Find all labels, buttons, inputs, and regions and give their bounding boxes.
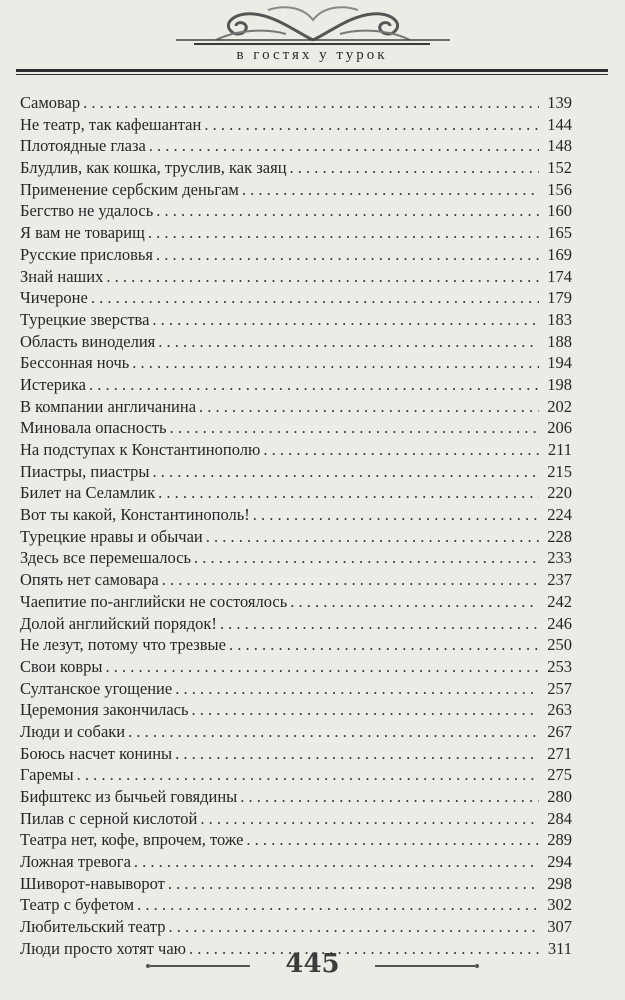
header-rule-thick bbox=[16, 69, 608, 72]
toc-entry-page: 156 bbox=[547, 179, 572, 199]
toc-entry-page: 257 bbox=[547, 678, 572, 698]
toc-entry-page: 228 bbox=[547, 526, 572, 546]
toc-leader-dots bbox=[220, 613, 539, 635]
toc-entry bbox=[20, 331, 572, 353]
toc-entry-page: 311 bbox=[547, 938, 572, 958]
toc-entry bbox=[20, 396, 572, 418]
toc-entry-page: 280 bbox=[547, 787, 572, 806]
toc-entry bbox=[20, 135, 572, 157]
toc-leader-dots bbox=[134, 851, 539, 873]
toc-entry-page: 253 bbox=[547, 656, 572, 676]
toc-entry-page: 224 bbox=[547, 505, 572, 525]
toc-entry-page: 206 bbox=[547, 418, 572, 438]
toc-entry-page: 183 bbox=[547, 309, 572, 329]
toc-entry bbox=[20, 851, 572, 873]
toc-entry-title: Область виноделия bbox=[20, 331, 156, 351]
toc-entry-page: 165 bbox=[547, 223, 572, 243]
toc-entry bbox=[20, 873, 572, 895]
toc-entry bbox=[20, 92, 572, 114]
toc-entry-title: Бегство не удалось bbox=[20, 201, 154, 221]
toc-entry-title: На подступах к Константинополю bbox=[20, 440, 261, 459]
toc-entry-title: Пилав с серной кислотой bbox=[20, 808, 198, 828]
toc-entry-page: 148 bbox=[547, 136, 572, 156]
toc-entry-title: Турецкие нравы и обычаи bbox=[20, 526, 203, 546]
toc-entry-page: 169 bbox=[547, 244, 572, 264]
toc-entry bbox=[20, 114, 572, 136]
toc-entry bbox=[20, 266, 572, 288]
toc-leader-dots bbox=[168, 916, 539, 938]
toc-entry-title: Я вам не товарищ bbox=[20, 223, 145, 243]
toc-entry-title: Русские присловья bbox=[20, 244, 153, 264]
toc-entry bbox=[20, 526, 572, 548]
toc-entry bbox=[20, 916, 572, 938]
toc-leader-dots bbox=[158, 331, 539, 353]
toc-leader-dots bbox=[175, 743, 539, 765]
toc-entry-title: Гаремы bbox=[20, 765, 74, 785]
toc-leader-dots bbox=[106, 266, 539, 288]
toc-entry bbox=[20, 764, 572, 786]
toc-entry bbox=[20, 309, 572, 331]
toc-leader-dots bbox=[132, 352, 539, 374]
toc-entry-title: Пиастры, пиастры bbox=[20, 461, 150, 481]
toc-entry bbox=[20, 547, 572, 569]
toc-entry bbox=[20, 656, 572, 678]
toc-entry bbox=[20, 894, 572, 916]
toc-entry bbox=[20, 461, 572, 483]
toc-entry-title: Театра нет, кофе, впрочем, тоже bbox=[20, 830, 244, 850]
toc-leader-dots bbox=[162, 569, 539, 591]
toc-entry bbox=[20, 287, 572, 309]
toc-entry-page: 188 bbox=[547, 331, 572, 351]
page-footer bbox=[150, 951, 475, 981]
toc-leader-dots bbox=[175, 678, 539, 700]
toc-entry-title: Любительский театр bbox=[20, 917, 166, 937]
toc-entry-title: Не театр, так кафешантан bbox=[20, 114, 202, 134]
toc-leader-dots bbox=[152, 461, 539, 483]
toc-entry-title: Вот ты какой, Константинополь! bbox=[20, 505, 250, 525]
toc-leader-dots bbox=[290, 591, 539, 613]
toc-entry bbox=[20, 613, 572, 635]
toc-entry-title: Чаепитие по-английски не состоялось bbox=[20, 591, 288, 611]
toc-entry-page: 174 bbox=[547, 266, 572, 286]
toc-entry-page: 250 bbox=[547, 635, 572, 655]
toc-entry-title: Истерика bbox=[20, 374, 86, 394]
toc-entry-page: 294 bbox=[547, 852, 572, 872]
toc-entry bbox=[20, 504, 572, 526]
running-title: в гостях у турок bbox=[236, 47, 388, 63]
toc-leader-dots bbox=[192, 699, 539, 721]
toc-entry bbox=[20, 808, 572, 830]
toc-entry-page: 302 bbox=[547, 895, 572, 915]
toc-leader-dots bbox=[137, 894, 539, 916]
toc-leader-dots bbox=[194, 547, 539, 569]
header-rule-thin bbox=[16, 74, 608, 75]
toc-entry bbox=[20, 678, 572, 700]
toc-entry-page: 215 bbox=[547, 461, 572, 481]
toc-entry bbox=[20, 569, 572, 591]
toc-entry-title: Ложная тревога bbox=[20, 852, 131, 872]
toc-leader-dots bbox=[149, 135, 539, 157]
toc-entry bbox=[20, 482, 572, 504]
toc-leader-dots bbox=[156, 244, 539, 266]
toc-leader-dots bbox=[89, 374, 539, 396]
toc-entry-page: 271 bbox=[547, 743, 572, 763]
toc-entry-title: Турецкие зверства bbox=[20, 309, 150, 329]
toc-entry-title: Боюсь насчет конины bbox=[20, 743, 173, 763]
toc-entry-title: Шиворот-навыворот bbox=[20, 873, 165, 893]
toc-entry-page: 246 bbox=[547, 613, 572, 633]
toc-entry-title: Здесь все перемешалось bbox=[20, 548, 192, 568]
toc-entry bbox=[20, 743, 572, 765]
toc-leader-dots bbox=[168, 873, 539, 895]
toc-leader-dots bbox=[91, 287, 539, 309]
toc-entry-title: Применение сербским деньгам bbox=[20, 179, 239, 199]
toc-entry-page: 289 bbox=[547, 830, 572, 850]
toc-entry bbox=[20, 634, 572, 656]
toc-entry-title: Театр с буфетом bbox=[20, 895, 135, 915]
toc-leader-dots bbox=[204, 114, 539, 136]
toc-leader-dots bbox=[83, 92, 539, 114]
toc-leader-dots bbox=[206, 526, 539, 548]
toc-entry-title: Чичероне bbox=[20, 288, 88, 308]
header-ornament-icon bbox=[176, 2, 450, 42]
toc-entry bbox=[20, 721, 572, 743]
toc-entry-page: 233 bbox=[547, 548, 572, 568]
toc-entry-title: Люди просто хотят чаю bbox=[20, 938, 186, 958]
toc-entry-title: Билет на Селамлик bbox=[20, 483, 156, 503]
toc-entry-title: Бессонная ночь bbox=[20, 353, 130, 373]
toc-leader-dots bbox=[156, 200, 539, 222]
toc-entry bbox=[20, 786, 572, 808]
toc-entry-title: Церемония закончилась bbox=[20, 700, 189, 720]
toc-entry-title: Знай наших bbox=[20, 266, 104, 286]
toc-entry-title: Плотоядные глаза bbox=[20, 136, 146, 156]
toc-entry-title: Долой английский порядок! bbox=[20, 613, 217, 633]
toc-leader-dots bbox=[229, 634, 539, 656]
toc-leader-dots bbox=[240, 786, 539, 808]
toc-leader-dots bbox=[199, 396, 539, 418]
table-of-contents bbox=[20, 92, 572, 960]
toc-entry bbox=[20, 179, 572, 201]
toc-entry-title: Бифштекс из бычьей говядины bbox=[20, 787, 238, 806]
toc-leader-dots bbox=[246, 829, 539, 851]
toc-entry-page: 298 bbox=[547, 873, 572, 893]
toc-entry bbox=[20, 200, 572, 222]
toc-leader-dots bbox=[253, 504, 539, 526]
toc-leader-dots bbox=[128, 721, 539, 743]
toc-entry-page: 198 bbox=[547, 374, 572, 394]
toc-entry bbox=[20, 222, 572, 244]
toc-entry bbox=[20, 829, 572, 851]
toc-entry-page: 194 bbox=[547, 353, 572, 373]
toc-leader-dots bbox=[200, 808, 539, 830]
toc-entry-title: Люди и собаки bbox=[20, 721, 126, 741]
toc-entry-page: 275 bbox=[547, 765, 572, 785]
toc-leader-dots bbox=[158, 482, 539, 504]
toc-leader-dots bbox=[290, 157, 539, 179]
toc-leader-dots bbox=[170, 417, 539, 439]
toc-entry bbox=[20, 417, 572, 439]
toc-entry-page: 152 bbox=[547, 158, 572, 178]
footer-rule-right bbox=[375, 965, 475, 967]
toc-entry bbox=[20, 439, 572, 461]
toc-entry-title: Свои ковры bbox=[20, 656, 103, 676]
toc-entry bbox=[20, 352, 572, 374]
toc-entry bbox=[20, 244, 572, 266]
toc-entry bbox=[20, 699, 572, 721]
toc-entry-page: 237 bbox=[547, 570, 572, 590]
toc-entry-page: 267 bbox=[547, 721, 572, 741]
toc-leader-dots bbox=[148, 222, 539, 244]
toc-leader-dots bbox=[105, 656, 539, 678]
toc-entry-title: Султанское угощение bbox=[20, 678, 173, 698]
header-band bbox=[194, 43, 430, 70]
toc-entry-page: 220 bbox=[547, 483, 572, 503]
toc-entry-title: Опять нет самовара bbox=[20, 570, 159, 590]
toc-leader-dots bbox=[152, 309, 539, 331]
toc-entry-page: 263 bbox=[547, 700, 572, 720]
toc-entry-page: 139 bbox=[547, 93, 572, 112]
toc-leader-dots bbox=[242, 179, 539, 201]
toc-entry-page: 202 bbox=[547, 396, 572, 416]
toc-entry-page: 284 bbox=[547, 808, 572, 828]
toc-entry-title: Самовар bbox=[20, 93, 81, 112]
toc-entry-page: 307 bbox=[547, 917, 572, 937]
page-number: 445 bbox=[285, 949, 340, 979]
toc-entry-page: 242 bbox=[547, 591, 572, 611]
toc-entry-title: Не лезут, потому что трезвые bbox=[20, 635, 226, 655]
toc-entry-page: 179 bbox=[547, 288, 572, 308]
toc-leader-dots bbox=[77, 764, 539, 786]
toc-leader-dots bbox=[263, 439, 539, 461]
toc-entry bbox=[20, 591, 572, 613]
toc-entry-title: В компании англичанина bbox=[20, 396, 197, 416]
toc-entry-title: Миновала опасность bbox=[20, 418, 167, 438]
toc-entry-page: 211 bbox=[547, 440, 572, 459]
toc-entry-page: 144 bbox=[547, 114, 572, 134]
toc-entry bbox=[20, 374, 572, 396]
toc-entry-title: Блудлив, как кошка, труслив, как заяц bbox=[20, 158, 287, 178]
toc-entry bbox=[20, 157, 572, 179]
toc-entry-page: 160 bbox=[547, 201, 572, 221]
